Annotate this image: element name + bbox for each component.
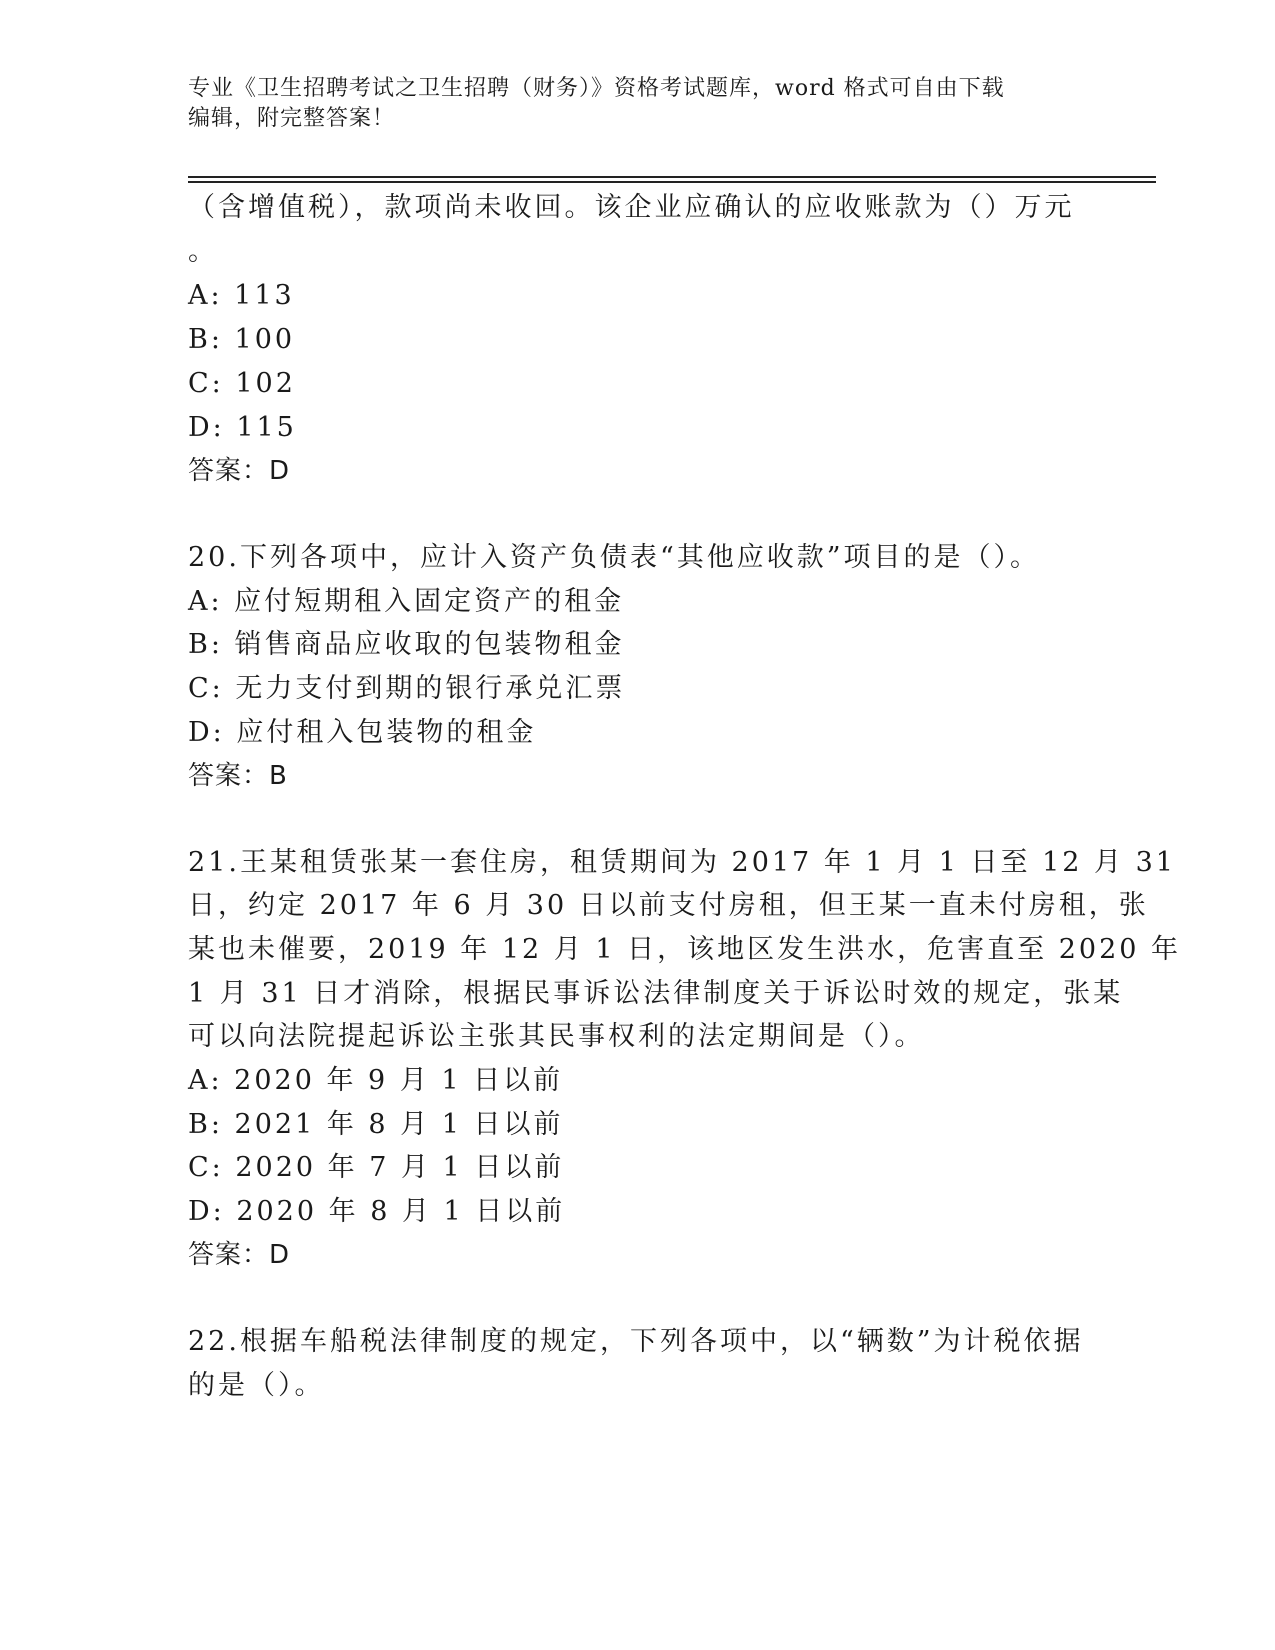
q20-option-c: C: 无力支付到期的银行承兑汇票	[188, 673, 626, 704]
header-line-1: 专业《卫生招聘考试之卫生招聘（财务）》资格考试题库，word 格式可自由下载	[188, 76, 1005, 101]
q20-option-a: A: 应付短期租入固定资产的租金	[188, 586, 625, 617]
q20-text-line-1: 20.下列各项中，应计入资产负债表“其他应收款”项目的是（）。	[188, 542, 1041, 573]
q21-option-a: A: 2020 年 9 月 1 日以前	[188, 1065, 564, 1096]
header-rule-bottom	[188, 181, 1156, 183]
header-rule-top	[188, 176, 1156, 178]
q20-option-d: D: 应付租入包装物的租金	[188, 717, 537, 748]
header-line-2: 编辑，附完整答案！	[188, 106, 396, 131]
q19-option-b: B: 100	[188, 324, 296, 355]
q19-option-c: C: 102	[188, 368, 296, 399]
q21-text-line-2: 日，约定 2017 年 6 月 30 日以前支付房租，但王某一直未付房租，张	[188, 890, 1149, 921]
q19-answer: 答案：D	[188, 456, 291, 486]
q21-text-line-4: 1 月 31 日才消除，根据民事诉讼法律制度关于诉讼时效的规定，张某	[188, 978, 1124, 1009]
q21-option-c: C: 2020 年 7 月 1 日以前	[188, 1152, 565, 1183]
q22-text-line-2: 的是（）。	[188, 1370, 325, 1401]
q21-answer: 答案：D	[188, 1240, 291, 1270]
q19-option-a: A: 113	[188, 280, 295, 311]
q20-answer: 答案：B	[188, 761, 288, 791]
q21-option-d: D: 2020 年 8 月 1 日以前	[188, 1196, 566, 1227]
q19-text-line-2: 。	[188, 236, 218, 267]
q20-option-b: B: 销售商品应收取的包装物租金	[188, 629, 625, 660]
q21-option-b: B: 2021 年 8 月 1 日以前	[188, 1109, 564, 1140]
q22-text-line-1: 22.根据车船税法律制度的规定，下列各项中，以“辆数”为计税依据	[188, 1326, 1084, 1357]
q19-text-line-1: （含增值税），款项尚未收回。该企业应确认的应收账款为（）万元	[188, 192, 1075, 223]
q21-text-line-1: 21.王某租赁张某一套住房，租赁期间为 2017 年 1 月 1 日至 12 月 31	[188, 847, 1176, 878]
q21-text-line-5: 可以向法院提起诉讼主张其民事权利的法定期间是（）。	[188, 1021, 925, 1052]
q21-text-line-3: 某也未催要，2019 年 12 月 1 日，该地区发生洪水，危害直至 2020 年	[188, 934, 1182, 965]
q19-option-d: D: 115	[188, 412, 297, 443]
